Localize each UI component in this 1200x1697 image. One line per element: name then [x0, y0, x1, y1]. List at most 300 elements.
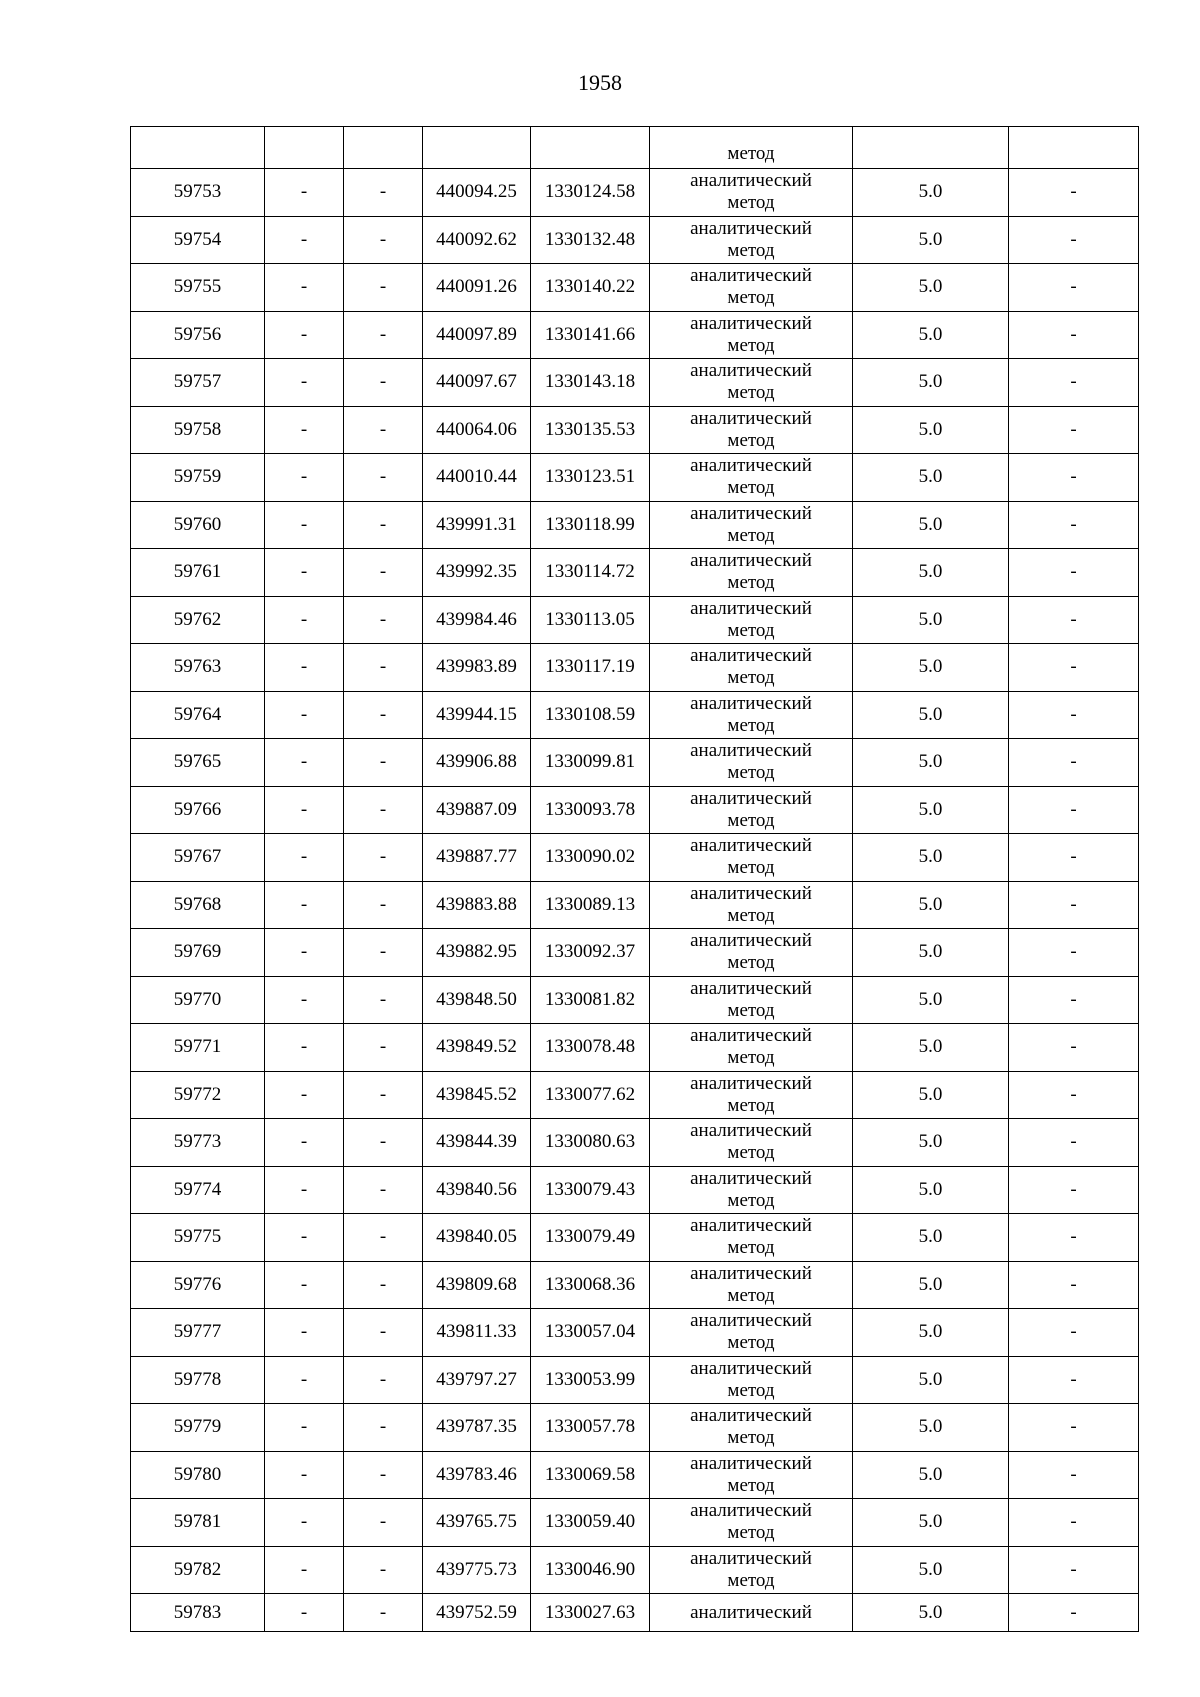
method-line-1: аналитический	[690, 1072, 812, 1094]
cell-col3: -	[344, 1356, 423, 1404]
cell-method	[650, 1166, 853, 1214]
cell-x: 439845.52	[423, 1071, 531, 1119]
cell-x: 439887.09	[423, 786, 531, 834]
method-line-2: метод	[727, 1284, 775, 1306]
method-line-2: метод	[727, 239, 775, 261]
cell-y: 1330117.19	[531, 644, 650, 692]
cell-point-id: 59782	[131, 1546, 265, 1594]
cell-col2: -	[265, 644, 344, 692]
cell-accuracy: 5.0	[853, 881, 1009, 929]
cell-x: 439944.15	[423, 691, 531, 739]
method-line-2: метод	[727, 1522, 775, 1544]
method-line-2: метод	[727, 1189, 775, 1211]
cell-accuracy: 5.0	[853, 786, 1009, 834]
method-line-2: метод	[727, 1237, 775, 1259]
method-line-1: аналитический	[690, 930, 812, 952]
cell-x: 439849.52	[423, 1024, 531, 1072]
cell-col2: -	[265, 739, 344, 787]
cell-point-id: 59753	[131, 169, 265, 217]
table-row	[131, 1356, 1139, 1404]
cell-y: 1330079.49	[531, 1214, 650, 1262]
cell-accuracy: 5.0	[853, 976, 1009, 1024]
method-line-2: метод	[727, 429, 775, 451]
cell-accuracy: 5.0	[853, 1356, 1009, 1404]
cell-col2: -	[265, 1214, 344, 1262]
cell-col3: -	[344, 1071, 423, 1119]
cell-y: 1330123.51	[531, 454, 650, 502]
cell-col2: -	[265, 1119, 344, 1167]
cell-y: 1330132.48	[531, 216, 650, 264]
cell-note: -	[1009, 264, 1139, 312]
cell-col2: -	[265, 834, 344, 882]
method-line-1: аналитический	[690, 360, 812, 382]
cell-x: 439809.68	[423, 1261, 531, 1309]
cell-accuracy: 5.0	[853, 834, 1009, 882]
cell-point-id: 59768	[131, 881, 265, 929]
table-row	[131, 786, 1139, 834]
cell-col3: -	[344, 596, 423, 644]
cell-x: 439765.75	[423, 1499, 531, 1547]
method-line-1: аналитический	[690, 407, 812, 429]
cell-y: 1330140.22	[531, 264, 650, 312]
cell-note: -	[1009, 929, 1139, 977]
cell-method	[650, 881, 853, 929]
cell-method	[650, 264, 853, 312]
cell-x: 440064.06	[423, 406, 531, 454]
method-line-1: аналитический	[690, 550, 812, 572]
table-row	[131, 929, 1139, 977]
cell-accuracy: 5.0	[853, 264, 1009, 312]
method-line-2: метод	[727, 952, 775, 974]
method-line-1: аналитический	[690, 1262, 812, 1284]
cell-x: 439840.56	[423, 1166, 531, 1214]
table-row	[131, 1214, 1139, 1262]
cell-col2: -	[265, 1309, 344, 1357]
cell-x: 440097.67	[423, 359, 531, 407]
cell-accuracy: 5.0	[853, 929, 1009, 977]
cell-method	[650, 929, 853, 977]
cell-method	[650, 834, 853, 882]
cell-method	[650, 1261, 853, 1309]
cell-note: -	[1009, 1309, 1139, 1357]
cell-col3: -	[344, 1594, 423, 1632]
cell-col3: -	[344, 454, 423, 502]
method-line-2: метод	[727, 1047, 775, 1069]
cell-note: -	[1009, 1594, 1139, 1632]
cell-x: 439840.05	[423, 1214, 531, 1262]
cell-accuracy: 5.0	[853, 1071, 1009, 1119]
cell-col2: -	[265, 169, 344, 217]
cell-note: -	[1009, 1071, 1139, 1119]
cell-accuracy: 5.0	[853, 359, 1009, 407]
cell-y: 1330090.02	[531, 834, 650, 882]
cell-x: 440097.89	[423, 311, 531, 359]
cell-accuracy: 5.0	[853, 549, 1009, 597]
cell-col2: -	[265, 881, 344, 929]
cell-point-id: 59759	[131, 454, 265, 502]
cell-note: -	[1009, 1546, 1139, 1594]
cell-method	[650, 1309, 853, 1357]
cell-col2: -	[265, 1546, 344, 1594]
cell-method	[650, 406, 853, 454]
table-row	[131, 1261, 1139, 1309]
method-line-1: аналитический	[690, 740, 812, 762]
cell-accuracy: 5.0	[853, 501, 1009, 549]
method-line-1: аналитический	[690, 455, 812, 477]
cell-col2: -	[265, 1024, 344, 1072]
table-row	[131, 596, 1139, 644]
cell-col3: -	[344, 1214, 423, 1262]
method-line-1: аналитический	[690, 170, 812, 192]
cell-x: 439811.33	[423, 1309, 531, 1357]
cell-accuracy: 5.0	[853, 1309, 1009, 1357]
cell-col3: -	[344, 976, 423, 1024]
cell-y: 1330078.48	[531, 1024, 650, 1072]
cell-accuracy: 5.0	[853, 1451, 1009, 1499]
table-row	[131, 1166, 1139, 1214]
method-line-2: метод	[727, 572, 775, 594]
method-line-1: аналитический	[690, 217, 812, 239]
cell-col3: -	[344, 1404, 423, 1452]
cell-col3: -	[344, 501, 423, 549]
cell-point-id: 59779	[131, 1404, 265, 1452]
cell-point-id: 59775	[131, 1214, 265, 1262]
method-line-2: метод	[727, 192, 775, 214]
cell-col3: -	[344, 881, 423, 929]
table-row	[131, 1404, 1139, 1452]
table-row	[131, 1594, 1139, 1632]
cell-y: 1330092.37	[531, 929, 650, 977]
method-line-2: метод	[727, 143, 775, 164]
cell-method	[650, 127, 853, 169]
cell-col2: -	[265, 1451, 344, 1499]
cell-y: 1330069.58	[531, 1451, 650, 1499]
cell-note: -	[1009, 1499, 1139, 1547]
cell-col2: -	[265, 929, 344, 977]
method-line-2: метод	[727, 619, 775, 641]
cell-point-id: 59761	[131, 549, 265, 597]
cell-col3: -	[344, 1309, 423, 1357]
cell-y: 1330046.90	[531, 1546, 650, 1594]
table-row	[131, 1119, 1139, 1167]
method-line-1: аналитический	[690, 787, 812, 809]
cell-accuracy: 5.0	[853, 169, 1009, 217]
cell-col2: -	[265, 1594, 344, 1632]
table-row	[131, 216, 1139, 264]
cell-x: 439797.27	[423, 1356, 531, 1404]
cell-col3: -	[344, 1451, 423, 1499]
method-line-1: аналитический	[690, 1601, 812, 1623]
table-row	[131, 359, 1139, 407]
cell-x: 439752.59	[423, 1594, 531, 1632]
cell-col3: -	[344, 264, 423, 312]
cell-method	[650, 786, 853, 834]
cell-y: 1330143.18	[531, 359, 650, 407]
table-row	[131, 454, 1139, 502]
cell-note: -	[1009, 454, 1139, 502]
cell-point-id: 59755	[131, 264, 265, 312]
cell-note: -	[1009, 739, 1139, 787]
cell-note	[1009, 127, 1139, 169]
cell-y: 1330057.78	[531, 1404, 650, 1452]
cell-col2: -	[265, 596, 344, 644]
table-row	[131, 691, 1139, 739]
cell-accuracy: 5.0	[853, 596, 1009, 644]
cell-y: 1330113.05	[531, 596, 650, 644]
method-line-1: аналитический	[690, 1547, 812, 1569]
page-number: 1958	[578, 70, 622, 95]
cell-method	[650, 976, 853, 1024]
cell-col3: -	[344, 216, 423, 264]
cell-accuracy: 5.0	[853, 406, 1009, 454]
cell-x: 439783.46	[423, 1451, 531, 1499]
method-line-2: метод	[727, 382, 775, 404]
cell-col3: -	[344, 359, 423, 407]
cell-col3: -	[344, 1166, 423, 1214]
cell-accuracy: 5.0	[853, 644, 1009, 692]
cell-method	[650, 216, 853, 264]
method-line-1: аналитический	[690, 1167, 812, 1189]
cell-col3: -	[344, 1119, 423, 1167]
method-line-2: метод	[727, 1474, 775, 1496]
cell-x: 439887.77	[423, 834, 531, 882]
method-line-1: аналитический	[690, 1452, 812, 1474]
cell-note: -	[1009, 1404, 1139, 1452]
cell-note: -	[1009, 1356, 1139, 1404]
method-line-1: аналитический	[690, 1215, 812, 1237]
cell-method	[650, 1499, 853, 1547]
cell-point-id: 59757	[131, 359, 265, 407]
cell-point-id: 59756	[131, 311, 265, 359]
table-row	[131, 881, 1139, 929]
cell-point-id: 59767	[131, 834, 265, 882]
method-line-1: аналитический	[690, 312, 812, 334]
table-row	[131, 976, 1139, 1024]
cell-col2: -	[265, 454, 344, 502]
cell-point-id: 59760	[131, 501, 265, 549]
cell-point-id: 59754	[131, 216, 265, 264]
cell-point-id: 59783	[131, 1594, 265, 1632]
method-line-2: метод	[727, 1427, 775, 1449]
coordinates-table	[130, 126, 1139, 1632]
cell-col2: -	[265, 216, 344, 264]
cell-note: -	[1009, 1214, 1139, 1262]
cell-accuracy: 5.0	[853, 1499, 1009, 1547]
cell-y: 1330068.36	[531, 1261, 650, 1309]
cell-col3	[344, 127, 423, 169]
cell-point-id: 59762	[131, 596, 265, 644]
method-line-2: метод	[727, 477, 775, 499]
cell-point-id: 59773	[131, 1119, 265, 1167]
cell-col3: -	[344, 1024, 423, 1072]
method-line-2: метод	[727, 1569, 775, 1591]
table-row	[131, 1024, 1139, 1072]
cell-accuracy: 5.0	[853, 1594, 1009, 1632]
cell-x: 439984.46	[423, 596, 531, 644]
cell-col2: -	[265, 1404, 344, 1452]
cell-note: -	[1009, 1024, 1139, 1072]
method-line-1: аналитический	[690, 1405, 812, 1427]
table-row	[131, 1451, 1139, 1499]
table-row	[131, 549, 1139, 597]
table-row	[131, 311, 1139, 359]
method-line-2: метод	[727, 524, 775, 546]
cell-col2: -	[265, 1261, 344, 1309]
cell-col2: -	[265, 1166, 344, 1214]
cell-method	[650, 454, 853, 502]
cell-col3: -	[344, 406, 423, 454]
cell-col3: -	[344, 834, 423, 882]
cell-note: -	[1009, 406, 1139, 454]
cell-point-id: 59763	[131, 644, 265, 692]
cell-point-id: 59780	[131, 1451, 265, 1499]
cell-note: -	[1009, 786, 1139, 834]
cell-note: -	[1009, 169, 1139, 217]
cell-note: -	[1009, 1119, 1139, 1167]
cell-accuracy: 5.0	[853, 1166, 1009, 1214]
cell-method	[650, 359, 853, 407]
cell-point-id: 59769	[131, 929, 265, 977]
cell-col3: -	[344, 691, 423, 739]
cell-x: 439983.89	[423, 644, 531, 692]
cell-accuracy: 5.0	[853, 1119, 1009, 1167]
cell-y: 1330080.63	[531, 1119, 650, 1167]
method-line-1: аналитический	[690, 1025, 812, 1047]
method-line-2: метод	[727, 1379, 775, 1401]
method-line-1: аналитический	[690, 882, 812, 904]
cell-y: 1330027.63	[531, 1594, 650, 1632]
cell-note: -	[1009, 834, 1139, 882]
cell-col2: -	[265, 1356, 344, 1404]
cell-point-id: 59765	[131, 739, 265, 787]
table-row	[131, 1499, 1139, 1547]
cell-y: 1330059.40	[531, 1499, 650, 1547]
cell-col3: -	[344, 549, 423, 597]
method-line-2: метод	[727, 999, 775, 1021]
cell-x: 439882.95	[423, 929, 531, 977]
cell-method	[650, 1451, 853, 1499]
method-line-2: метод	[727, 287, 775, 309]
table-row	[131, 264, 1139, 312]
cell-note: -	[1009, 311, 1139, 359]
table-row	[131, 1546, 1139, 1594]
cell-method	[650, 169, 853, 217]
cell-col2: -	[265, 264, 344, 312]
cell-y: 1330079.43	[531, 1166, 650, 1214]
cell-point-id: 59781	[131, 1499, 265, 1547]
cell-x: 439883.88	[423, 881, 531, 929]
method-line-2: метод	[727, 334, 775, 356]
cell-y: 1330093.78	[531, 786, 650, 834]
cell-x: 439848.50	[423, 976, 531, 1024]
cell-method	[650, 739, 853, 787]
cell-col2: -	[265, 549, 344, 597]
cell-method	[650, 1119, 853, 1167]
cell-y: 1330089.13	[531, 881, 650, 929]
method-line-2: метод	[727, 809, 775, 831]
cell-x: 439992.35	[423, 549, 531, 597]
method-line-2: метод	[727, 857, 775, 879]
cell-col3: -	[344, 1499, 423, 1547]
cell-accuracy: 5.0	[853, 311, 1009, 359]
cell-method	[650, 644, 853, 692]
cell-method	[650, 501, 853, 549]
cell-note: -	[1009, 501, 1139, 549]
cell-col2: -	[265, 501, 344, 549]
method-line-1: аналитический	[690, 692, 812, 714]
cell-col2: -	[265, 691, 344, 739]
cell-point-id: 59770	[131, 976, 265, 1024]
method-line-1: аналитический	[690, 1310, 812, 1332]
cell-x: 440094.25	[423, 169, 531, 217]
cell-y: 1330118.99	[531, 501, 650, 549]
cell-col3: -	[344, 786, 423, 834]
cell-col3: -	[344, 739, 423, 787]
table-row	[131, 644, 1139, 692]
cell-note: -	[1009, 691, 1139, 739]
cell-note: -	[1009, 549, 1139, 597]
cell-col3: -	[344, 929, 423, 977]
cell-col2: -	[265, 976, 344, 1024]
cell-method	[650, 549, 853, 597]
cell-note: -	[1009, 881, 1139, 929]
cell-col3: -	[344, 1546, 423, 1594]
cell-accuracy: 5.0	[853, 216, 1009, 264]
cell-col2: -	[265, 1071, 344, 1119]
cell-col2: -	[265, 406, 344, 454]
cell-point-id: 59764	[131, 691, 265, 739]
cell-accuracy: 5.0	[853, 1404, 1009, 1452]
cell-y: 1330081.82	[531, 976, 650, 1024]
cell-accuracy: 5.0	[853, 454, 1009, 502]
cell-point-id: 59766	[131, 786, 265, 834]
table-row	[131, 1309, 1139, 1357]
method-line-1: аналитический	[690, 1120, 812, 1142]
cell-col3: -	[344, 644, 423, 692]
method-line-2: метод	[727, 667, 775, 689]
cell-accuracy: 5.0	[853, 1261, 1009, 1309]
cell-point-id: 59778	[131, 1356, 265, 1404]
cell-x: 439991.31	[423, 501, 531, 549]
cell-note: -	[1009, 1261, 1139, 1309]
cell-point-id: 59772	[131, 1071, 265, 1119]
cell-method	[650, 1356, 853, 1404]
cell-method	[650, 1024, 853, 1072]
cell-x	[423, 127, 531, 169]
cell-col2: -	[265, 359, 344, 407]
method-line-2: метод	[727, 762, 775, 784]
method-line-2: метод	[727, 1332, 775, 1354]
method-line-1: аналитический	[690, 1500, 812, 1522]
cell-point-id: 59777	[131, 1309, 265, 1357]
cell-y: 1330057.04	[531, 1309, 650, 1357]
method-line-1: аналитический	[690, 835, 812, 857]
cell-method	[650, 596, 853, 644]
cell-accuracy: 5.0	[853, 1546, 1009, 1594]
cell-col3: -	[344, 169, 423, 217]
table-row	[131, 169, 1139, 217]
cell-y: 1330077.62	[531, 1071, 650, 1119]
method-line-2: метод	[727, 1094, 775, 1116]
cell-x: 440092.62	[423, 216, 531, 264]
cell-note: -	[1009, 976, 1139, 1024]
cell-method	[650, 691, 853, 739]
cell-y: 1330141.66	[531, 311, 650, 359]
cell-col3: -	[344, 311, 423, 359]
cell-y: 1330108.59	[531, 691, 650, 739]
method-line-1: аналитический	[690, 502, 812, 524]
method-line-1: аналитический	[690, 645, 812, 667]
